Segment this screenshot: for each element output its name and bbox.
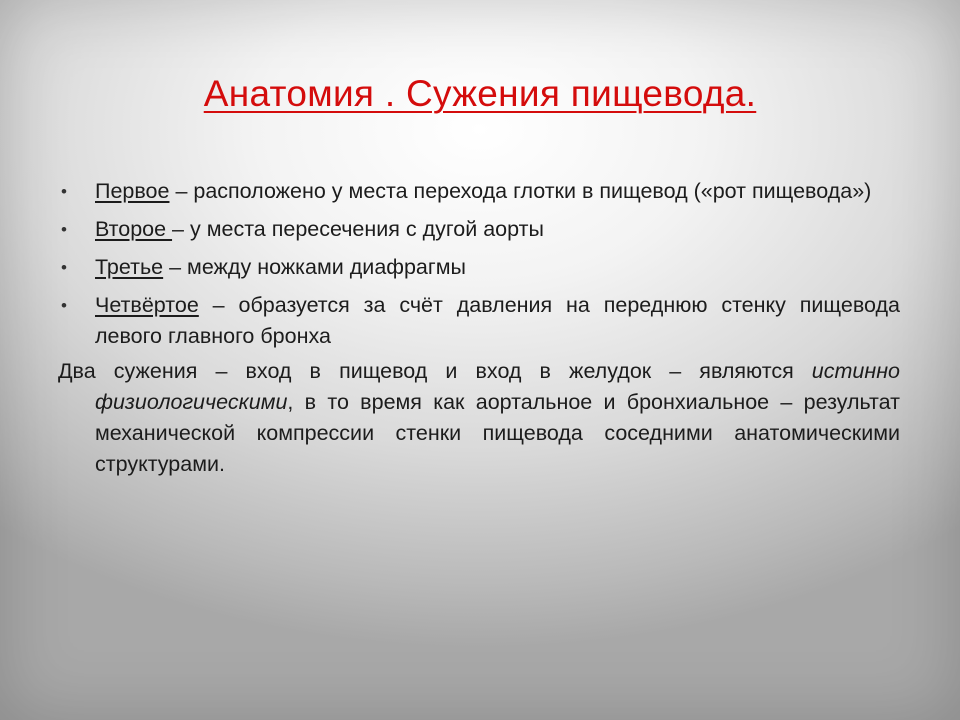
bullet-dot-icon: • [61,182,67,201]
bullet-term: Второе [95,217,173,241]
slide-title: Анатомия . Сужения пищевода. [203,73,757,114]
bullet-term: Первое [95,179,170,203]
paragraph-text-end: , в то время как аортальное и бронхиальное – результат механической компрессии стенки пищевода соседними анатомическими структурами. [95,390,900,476]
bullet-dot-icon: • [61,296,67,315]
paragraph-italic-phrase: истинно физиологическими [95,359,900,414]
bullet-text: – между ножками диафрагмы [163,255,466,279]
bullet-text: – расположено у места перехода глотки в пищевод («рот пищевода») [169,179,872,203]
slide-content [58,176,900,480]
bullet-item-first [58,176,900,207]
bullet-item-fourth [58,290,900,352]
bullet-item-third [58,252,900,283]
bullet-text: – образуется за счёт давления на переднюю стенку пищевода левого главного бронха [95,293,900,348]
bullet-term: Четвёртое [95,293,199,317]
bullet-text: – у места пересечения с дугой аорты [172,217,544,241]
paragraph-text-start: Два сужения – вход в пищевод и вход в желудок – являются [58,359,812,383]
bullet-dot-icon: • [61,258,67,277]
bullet-dot-icon: • [61,220,67,239]
summary-paragraph [58,356,900,480]
bullet-item-second [58,214,900,245]
bullet-term: Третье [95,255,164,279]
